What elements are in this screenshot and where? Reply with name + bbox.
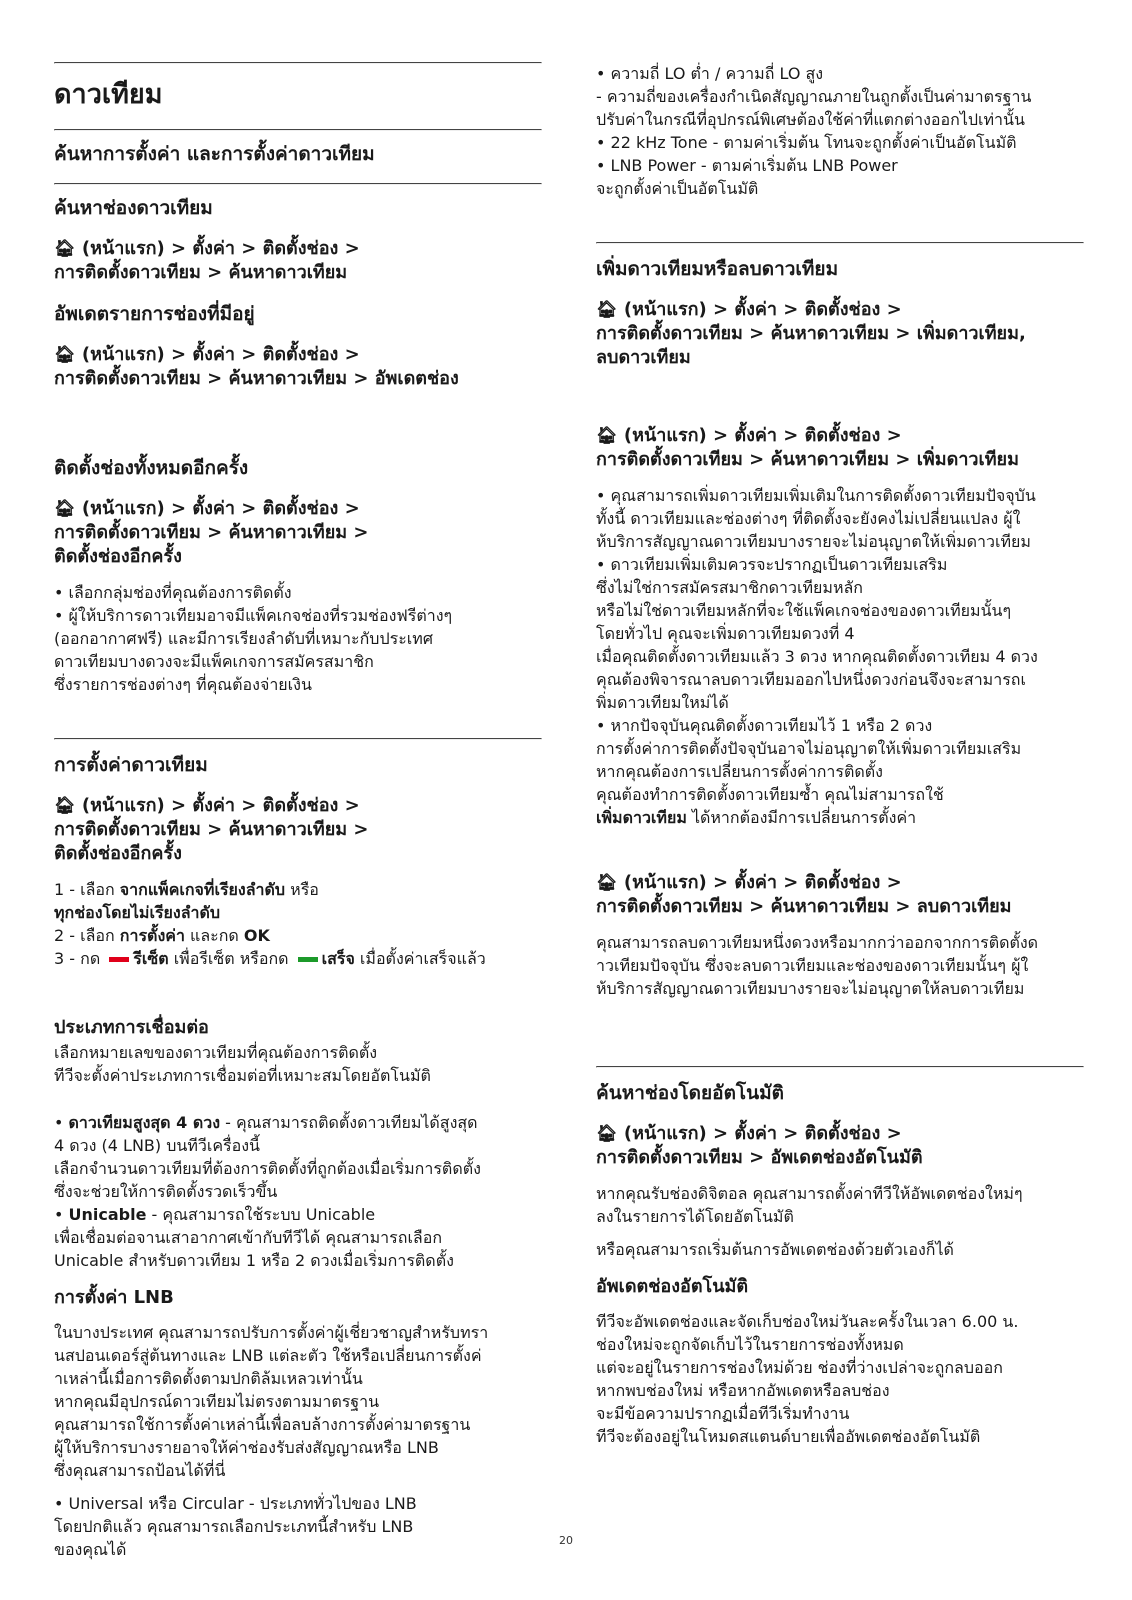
menu-path: 🏠︎ (หน้าแรก) > ตั้งค่า > ติดตั้งช่อง > การติดตั้งดาวเทียม > ค้นหาดาวเทียม xyxy=(54,238,360,283)
subsection-heading: อัพเดตรายการช่องที่มีอยู่ xyxy=(54,303,255,325)
divider xyxy=(596,1066,1084,1068)
menu-path: 🏠︎ (หน้าแรก) > ตั้งค่า > ติดตั้งช่อง > การติดตั้งดาวเทียม > ค้นหาดาวเทียม > อัพเดตช่อง xyxy=(54,344,459,389)
paragraph: คุณสามารถลบดาวเทียมหนึ่งดวงหรือมากกว่าออกจากการติดตั้งด าวเทียมปัจจุบัน ซึ่งจะลบดาวเทียมและช่องของดาวเทียมนั้นๆ ผู้ใ ห้บริการสัญญาณดาวเทียมบางรายจะไม่อนุญาตให้ลบดาวเทียม xyxy=(596,933,1039,998)
section-heading: ค้นหาการตั้งค่า และการตั้งค่าดาวเทียม xyxy=(54,143,375,165)
section-heading: ค้นหาช่องโดยอัตโนมัติ xyxy=(596,1082,784,1104)
paragraph: • คุณสามารถเพิ่มดาวเทียมเพิ่มเติมในการติดตั้งดาวเทียมปัจจุบัน ทั้งนี้ ดาวเทียมและช่องต่างๆ ที่ติดตั้งจะยังคงไม่เปลี่ยนแปลง ผู้ใ ห้บริการสัญญาณดาวเทียมบางรายจะไม่อนุญาตให้เพิ่มดาวเทียม • ดาวเทียมเพิ่มเติมควรจะปรากฏเป็นดาวเทียมเสริม ซึ่งไม่ใช่การสมัครสมาชิกดาวเทียมหลัก หรือไม่ใช่ดาวเทียมหลักที่จะใช้แพ็คเกจช่องของดาวเทียมนั้นๆ โดยทั่วไป คุณจะเพิ่มดาวเทียมดวงที่ 4 เมื่อคุณติดตั้งดาวเทียมแล้ว 3 ดวง หากคุณติดตั้งดาวเทียม 4 ดวง คุณต้องพิจารณาลบดาวเทียมออกไปหนึ่งดวงก่อนจึงจะสามารถเ พิ่มดาวเทียมใหม่ได้ • หากปัจจุบันคุณติดตั้งดาวเทียมไว้ 1 หรือ 2 ดวง การตั้งค่าการติดตั้งปัจจุบันอาจไม่อนุญาตให้เพิ่มดาวเทียมเสริม หากคุณต้องการเปลี่ยนการตั้งค่าการติดตั้ง คุณต้องทำการติดตั้งดาวเทียมซ้ำ คุณไม่สามารถใช้ เพิ่มดาวเทียม ได้หากต้องมีการเปลี่ยนการตั้งค่า xyxy=(596,486,1038,827)
green-key-icon xyxy=(298,957,318,962)
subsection-heading: ติดตั้งช่องทั้งหมดอีกครั้ง xyxy=(54,457,249,479)
section-heading: เพิ่มดาวเทียมหรือลบดาวเทียม xyxy=(596,258,839,280)
home-icon: 🏠︎ xyxy=(54,499,76,519)
subsection-heading: ประเภทการเชื่อมต่อ xyxy=(54,1017,209,1038)
divider xyxy=(54,62,542,64)
menu-path: 🏠︎ (หน้าแรก) > ตั้งค่า > ติดตั้งช่อง > การติดตั้งดาวเทียม > อัพเดตช่องอัตโนมัติ xyxy=(596,1123,923,1168)
divider xyxy=(54,183,542,185)
section-heading: การตั้งค่าดาวเทียม xyxy=(54,754,208,776)
paragraph: ในบางประเทศ คุณสามารถปรับการตั้งค่าผู้เชี่ยวชาญสำหรับทรา นสปอนเดอร์สู่ต้นทางและ LNB แต่ละตัว ใช้หรือเปลี่ยนการตั้งค่ าเหล่านี้เมื่อการติดตั้งตามปกติล้มเหลวเท่านั้น หากคุณมีอุปกรณ์ดาวเทียมไม่ตรงตามมาตรฐาน คุณสามารถใช้การตั้งค่าเหล่านี้เพื่อลบล้างการตั้งค่ามาตรฐาน ผู้ให้บริการบางรายอาจให้ค่าช่องรับส่งสัญญาณหรือ LNB ซึ่งคุณสามารถป้อนได้ที่นี่ xyxy=(54,1323,489,1480)
home-icon: 🏠︎ xyxy=(596,1124,618,1144)
paragraph: • ความถี่ LO ต่ำ / ความถี่ LO สูง - ความถี่ของเครื่องกำเนิดสัญญาณภายในถูกตั้งเป็นค่ามาตรฐาน ปรับค่าในกรณีที่อุปกรณ์พิเศษต้องใช้ค่าที่แตกต่างออกไปเท่านั้น • 22 kHz Tone - ตามค่าเริ่มต้น โทนจะถูกตั้งค่าเป็นอัตโนมัติ • LNB Power - ตามค่าเริ่มต้น LNB Power จะถูกตั้งค่าเป็นอัตโนมัติ xyxy=(596,64,1032,198)
menu-path: 🏠︎ (หน้าแรก) > ตั้งค่า > ติดตั้งช่อง > การติดตั้งดาวเทียม > ค้นหาดาวเทียม > ติดตั้งช่องอีกครั้ง xyxy=(54,795,369,864)
paragraph: หากคุณรับช่องดิจิตอล คุณสามารถตั้งค่าทีวีให้อัพเดตช่องใหม่ๆ ลงในรายการได้โดยอัตโนมัติ xyxy=(596,1184,1023,1226)
left-column xyxy=(54,62,542,1561)
page-title: ดาวเทียม xyxy=(54,79,163,110)
paragraph: หรือคุณสามารถเริ่มต้นการอัพเดตช่องด้วยตัวเองก็ได้ xyxy=(596,1240,954,1259)
home-icon: 🏠︎ xyxy=(596,873,618,893)
paragraph: • เลือกกลุ่มช่องที่คุณต้องการติดตั้ง • ผู้ให้บริการดาวเทียมอาจมีแพ็คเกจช่องที่รวมช่องฟรีต่างๆ (ออกอากาศฟรี) และมีการเรียงลำดับที่เหมาะกับประเทศ ดาวเทียมบางดวงจะมีแพ็คเกจการสมัครสมาชิก ซึ่งรายการช่องต่างๆ ที่คุณต้องจ่ายเงิน xyxy=(54,583,453,694)
menu-path: 🏠︎ (หน้าแรก) > ตั้งค่า > ติดตั้งช่อง > การติดตั้งดาวเทียม > ค้นหาดาวเทียม > ติดตั้งช่องอีกครั้ง xyxy=(54,498,369,567)
paragraph: • ดาวเทียมสูงสุด 4 ดวง - คุณสามารถติดตั้งดาวเทียมได้สูงสุด 4 ดวง (4 LNB) บนทีวีเครื่องนี้ เลือกจำนวนดาวเทียมที่ต้องการติดตั้งที่ถูกต้องเมื่อเริ่มการติดตั้ง ซึ่งจะช่วยให้การติดตั้งรวดเร็วขึ้น • Unicable - คุณสามารถใช้ระบบ Unicable เพื่อเชื่อมต่อจานเสาอากาศเข้ากับทีวีได้ คุณสามารถเลือก Unicable สำหรับดาวเทียม 1 หรือ 2 ดวงเมื่อเริ่มการติดตั้ง xyxy=(54,1113,481,1270)
paragraph: • Universal หรือ Circular - ประเภททั่วไปของ LNB โดยปกติแล้ว คุณสามารถเลือกประเภทนี้สำหรับ LNB ของคุณได้ xyxy=(54,1494,417,1559)
home-icon: 🏠︎ xyxy=(54,239,76,259)
menu-path: 🏠︎ (หน้าแรก) > ตั้งค่า > ติดตั้งช่อง > การติดตั้งดาวเทียม > ค้นหาดาวเทียม > เพิ่มดาวเทียม, ลบดาวเทียม xyxy=(596,299,1026,368)
home-icon: 🏠︎ xyxy=(54,796,76,816)
menu-path: 🏠︎ (หน้าแรก) > ตั้งค่า > ติดตั้งช่อง > การติดตั้งดาวเทียม > ค้นหาดาวเทียม > ลบดาวเทียม xyxy=(596,872,1012,917)
home-icon: 🏠︎ xyxy=(596,300,618,320)
home-icon: 🏠︎ xyxy=(54,345,76,365)
divider xyxy=(596,242,1084,244)
steps: 1 - เลือก จากแพ็คเกจที่เรียงลำดับ หรือ ทุกช่องโดยไม่เรียงลำดับ 2 - เลือก การตั้งค่า และกด OK 3 - กด รีเซ็ต เพื่อรีเซ็ต หรือกด เสร็จ เมื่อตั้งค่าเสร็จแล้ว xyxy=(54,880,486,968)
menu-path: 🏠︎ (หน้าแรก) > ตั้งค่า > ติดตั้งช่อง > การติดตั้งดาวเทียม > ค้นหาดาวเทียม > เพิ่มดาวเทียม xyxy=(596,425,1019,470)
right-column xyxy=(596,62,1084,1448)
subsection-heading: การตั้งค่า LNB xyxy=(54,1287,174,1308)
subsection-heading: อัพเดตช่องอัตโนมัติ xyxy=(596,1276,749,1297)
paragraph: ทีวีจะอัพเดตช่องและจัดเก็บช่องใหม่วันละครั้งในเวลา 6.00 น. ช่องใหม่จะถูกจัดเก็บไว้ในรายการช่องทั้งหมด แต่จะอยู่ในรายการช่องใหม่ด้วย ช่องที่ว่างเปล่าจะถูกลบออก หากพบช่องใหม่ หรือหากอัพเดตหรือลบช่อง จะมีข้อความปรากฏเมื่อทีวีเริ่มทำงาน ทีวีจะต้องอยู่ในโหมดสแตนด์บายเพื่ออัพเดตช่องอัตโนมัติ xyxy=(596,1312,1019,1446)
paragraph: เลือกหมายเลขของดาวเทียมที่คุณต้องการติดตั้ง ทีวีจะตั้งค่าประเภทการเชื่อมต่อที่เหมาะสมโดยอัตโนมัติ xyxy=(54,1043,431,1085)
divider xyxy=(54,129,542,131)
red-key-icon xyxy=(109,957,129,962)
home-icon: 🏠︎ xyxy=(596,426,618,446)
subsection-heading: ค้นหาช่องดาวเทียม xyxy=(54,197,213,219)
page-number: 20 xyxy=(559,1534,573,1547)
divider xyxy=(54,738,542,740)
